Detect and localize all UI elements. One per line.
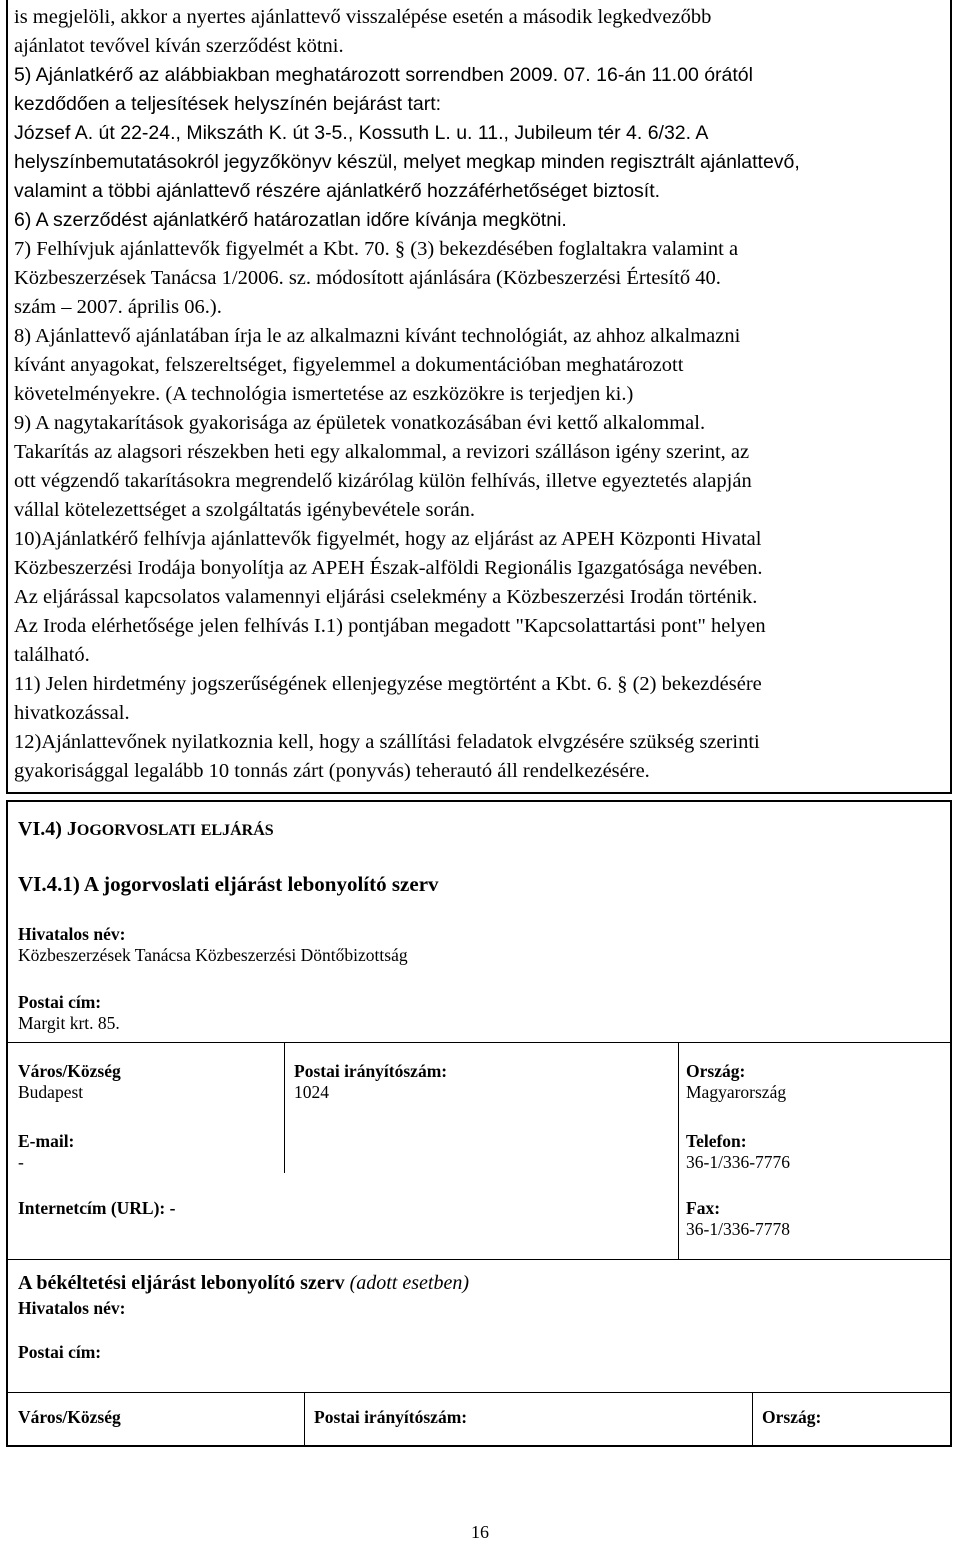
text-box [6, 0, 952, 794]
postcode-label: Postai irányítószám: [294, 1061, 448, 1081]
body-line: szám – 2007. április 06.). [14, 296, 222, 318]
body-line: 8) Ajánlattevő ajánlatában írja le az alkalmazni kívánt technológiát, az ahhoz alkalmazni [14, 325, 741, 347]
mediation-postcode-label: Postai irányítószám: [314, 1407, 468, 1427]
body-line: található. [14, 644, 90, 666]
email-value: - [18, 1152, 24, 1172]
email-cell [18, 1131, 74, 1173]
body-line: Az eljárással kapcsolatos valamennyi eljárási cselekmény a Közbeszerzési Irodán történik. [14, 586, 758, 608]
fax-value: 36-1/336-7778 [686, 1219, 791, 1239]
city-label: Város/Község [18, 1061, 121, 1081]
phone-cell [686, 1131, 790, 1173]
body-line: kezdődően a teljesítések helyszínén bejárást tart: [14, 93, 442, 115]
table-divider [284, 1043, 285, 1173]
postal-address-block [18, 992, 120, 1034]
body-line: helyszínbemutatásokról jegyzőkönyv készül, melyet megkap minden regisztrált ajánlattevő, [14, 151, 800, 173]
table-divider [304, 1393, 305, 1446]
body-line: követelményekre. (A technológia ismertetése az eszközökre is terjedjen ki.) [14, 383, 634, 405]
mediation-heading: A békéltetési eljárást lebonyolító szerv (adott esetben) [18, 1272, 469, 1294]
mediation-contact-row [8, 1392, 950, 1446]
official-name-block [18, 924, 408, 966]
remedy-section-box [6, 800, 952, 1447]
fax-cell [686, 1198, 790, 1240]
body-line: vállal kötelezettséget a szolgáltatás igénybevétele során. [14, 499, 476, 521]
email-label: E-mail: [18, 1131, 75, 1151]
subsection-heading: VI.4.1) A jogorvoslati eljárást lebonyolító szerv [18, 872, 439, 896]
official-name-label: Hivatalos név: [18, 924, 126, 944]
body-line: 10)Ajánlatkérő felhívja ajánlattevők figyelmét, hogy az eljárást az APEH Központi Hivatal [14, 528, 762, 550]
postal-address-value: Margit krt. 85. [18, 1013, 120, 1033]
section-heading: VI.4) JOGORVOSLATI ELJÁRÁS [18, 818, 274, 840]
mediation-address-label: Postai cím: [18, 1342, 102, 1362]
body-line: Az Iroda elérhetősége jelen felhívás I.1) pontjában megadott "Kapcsolattartási pont" helyen [14, 615, 766, 637]
body-line: 7) Felhívjuk ajánlattevők figyelmét a Kbt. 70. § (3) bekezdésében foglaltakra valamint a [14, 238, 739, 260]
phone-label: Telefon: [686, 1131, 747, 1151]
fax-label: Fax: [686, 1198, 721, 1218]
body-line: ajánlatot tevővel kíván szerződést kötni. [14, 35, 344, 57]
body-line: Közbeszerzési Irodája bonyolítja az APEH Észak-alföldi Regionális Igazgatósága nevében. [14, 557, 763, 579]
body-line: gyakorisággal legalább 10 tonnás zárt (ponyvás) teherautó áll rendelkezésére. [14, 760, 650, 782]
mediation-name-block [18, 1298, 125, 1319]
official-name-value: Közbeszerzések Tanácsa Közbeszerzési Döntőbizottság [18, 945, 408, 965]
page-number: 16 [471, 1522, 489, 1542]
body-line: ott végzendő takarításokra megrendelő kizárólag külön felhívás, illetve egyeztetés alapján [14, 470, 752, 492]
body-line: József A. út 22-24., Mikszáth K. út 3-5., Kossuth L. u. 11., Jubileum tér 4. 6/32. A [14, 122, 709, 144]
url-cell [18, 1198, 175, 1219]
body-line: valamint a többi ajánlattevő részére ajánlatkérő hozzáférhetőséget biztosít. [14, 180, 661, 202]
body-line: 6) A szerződést ajánlatkérő határozatlan időre kívánja megkötni. [14, 209, 567, 231]
contact-table [8, 1042, 950, 1260]
body-line: 5) Ajánlatkérő az alábbiakban meghatározott sorrendben 2009. 07. 16-án 11.00 órától [14, 64, 753, 86]
country-label: Ország: [686, 1061, 746, 1081]
body-line: kívánt anyagokat, felszereltséget, figyelemmel a dokumentációban meghatározott [14, 354, 684, 376]
city-value: Budapest [18, 1082, 84, 1102]
postcode-cell [294, 1061, 447, 1103]
postal-address-label: Postai cím: [18, 992, 102, 1012]
mediation-address-block [18, 1342, 101, 1363]
phone-value: 36-1/336-7776 [686, 1152, 791, 1172]
postcode-value: 1024 [294, 1082, 329, 1102]
mediation-country-label: Ország: [762, 1407, 822, 1427]
country-value: Magyarország [686, 1082, 787, 1102]
body-line: 11) Jelen hirdetmény jogszerűségének ellenjegyzése megtörtént a Kbt. 6. § (2) bekezdésére [14, 673, 762, 695]
country-cell [686, 1061, 786, 1103]
body-line: Közbeszerzések Tanácsa 1/2006. sz. módosított ajánlására (Közbeszerzési Értesítő 40. [14, 267, 721, 289]
body-line: 9) A nagytakarítások gyakorisága az épületek vonatkozásában évi kettő alkalommal. [14, 412, 706, 434]
body-text [14, 3, 944, 786]
mediation-name-label: Hivatalos név: [18, 1298, 126, 1318]
body-line: hivatkozással. [14, 702, 130, 724]
body-line: 12)Ajánlattevőnek nyilatkoznia kell, hogy a szállítási feladatok elvgzésére szükség szerinti [14, 731, 760, 753]
table-divider [678, 1043, 679, 1259]
body-line: is megjelöli, akkor a nyertes ajánlattevő visszalépése esetén a második legkedvezőbb [14, 6, 712, 28]
table-divider [752, 1393, 753, 1446]
body-line: Takarítás az alagsori részekben heti egy alkalommal, a revizori szálláson igény szerint, az [14, 441, 750, 463]
mediation-city-label: Város/Község [18, 1407, 121, 1427]
url-label: Internetcím (URL): - [18, 1198, 176, 1218]
city-cell [18, 1061, 121, 1103]
